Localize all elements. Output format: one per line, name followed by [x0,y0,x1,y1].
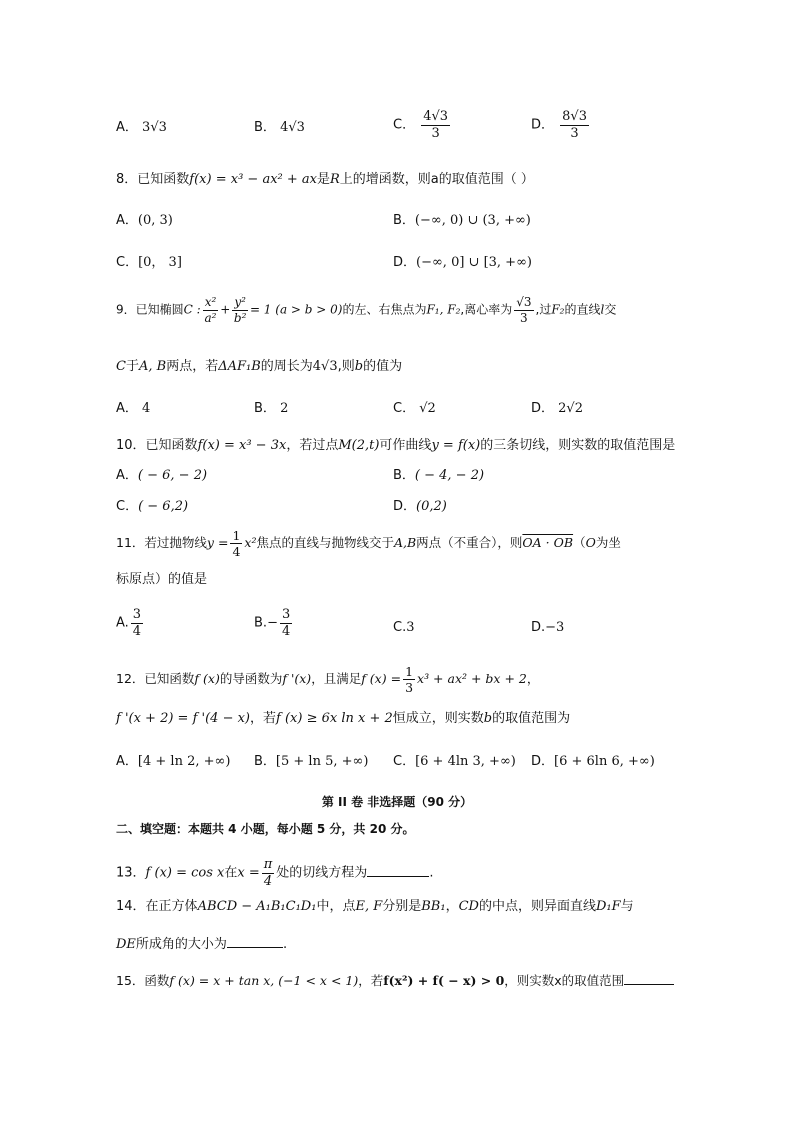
option-label: C． [393,401,416,416]
q9-option-d [531,402,583,415]
option-label: A． [116,120,138,135]
q8-option-b [393,214,531,227]
q9-stem-line1 [116,296,616,324]
formula: F₁, F₂ [426,302,461,317]
fraction-denominator: 4 [281,623,291,639]
fraction [262,858,275,888]
text: 的周长为 [260,359,313,374]
text: 处的切线方程为 [276,865,368,881]
q7-option-d [531,110,591,140]
q9-option-b [254,402,288,415]
fraction [560,110,589,140]
q11-option-d [531,621,564,634]
text: 为坐 [595,535,621,551]
formula: E, F [355,899,383,914]
q13-stem [116,858,433,888]
formula: M(2,t) [338,438,380,453]
formula: f (x) = x + tan x, (−1 < x < 1) [169,973,359,988]
formula: D₁F [595,899,621,914]
fraction-numerator: √3 [516,295,532,309]
formula: f '(x + 2) = f '(4 − x) [116,711,250,726]
option-label: C. [393,620,407,635]
question-number: 13． [116,865,146,881]
operator: + [220,302,231,317]
q10-option-a [116,469,207,482]
question-number: 14． [116,899,146,914]
text: 分别是 [382,899,422,914]
formula: y = f(x) [431,438,481,453]
formula: BB₁ [421,899,446,914]
option-label: D． [531,754,555,769]
fraction-numerator: 1 [232,528,241,543]
option-label: D． [393,499,417,514]
q11-option-b [254,608,294,638]
text: 交 [604,302,617,317]
formula: DE [116,937,136,952]
text: 恒成立，则实数 [392,711,484,726]
option-value: ( − 4, − 2) [414,468,485,483]
option-label: B． [254,401,276,416]
option-label: B． [254,754,276,769]
formula: f(x) = x³ − 3x [197,438,287,453]
text: 已知椭圆 [135,302,184,317]
text: ,则 [337,359,355,374]
fraction-numerator: π [263,857,273,872]
fraction [131,608,143,638]
answer-blank[interactable] [227,947,283,948]
text: 所成角的大小为 [135,937,227,952]
fraction [203,296,219,324]
option-value: 3 [406,620,415,635]
q12-stem-line1 [116,665,539,694]
fraction [232,296,248,324]
fraction-denominator: 4 [132,623,142,639]
text: （ [573,535,586,551]
text: 若过抛物线 [144,535,207,551]
text: 的直线 [564,302,601,317]
option-value: [4 + ln 2, +∞) [137,754,231,769]
option-value: [6 + 4ln 3, +∞) [415,754,516,769]
option-value: 4 [142,401,151,416]
fraction-numerator: 8√3 [562,109,587,124]
fraction-denominator: 3 [405,680,414,696]
text: 中，点 [316,899,356,914]
formula: f (x) = cos x [145,865,225,881]
text: 两点（不重合），则 [416,535,523,551]
text: 的左、右焦点为 [342,302,427,317]
formula: A, B [138,359,167,374]
text: 在 [224,865,238,881]
fraction-denominator: 4 [232,544,241,560]
q10-option-c [116,500,188,513]
option-label: A． [116,213,138,228]
option-label: A． [116,754,138,769]
fraction-denominator: 3 [520,310,528,325]
q14-stem-line1 [116,900,634,913]
option-value: [5 + ln 5, +∞) [275,754,369,769]
q8-option-a [116,214,173,227]
answer-blank[interactable] [624,984,674,985]
fraction-denominator: a² [204,310,217,325]
q9-option-a [116,402,150,415]
option-label: D． [531,117,555,133]
section-heading: 二、填空题：本题共 4 小题，每小题 5 分，共 20 分。 [116,822,415,836]
option-label: B. [254,615,268,631]
formula: 4√3 [312,359,338,374]
q12-option-a [116,755,230,768]
text: 的中点，则异面直线 [478,899,596,914]
option-value: (0, 3) [137,213,173,228]
formula: f '(x) [282,671,312,687]
text: 在正方体 [145,899,198,914]
text: 上的增函数，则a的取值范围（ ） [339,172,534,187]
q11-option-c [393,621,415,634]
variable: R [330,172,340,187]
q8-stem [116,173,534,186]
fraction-denominator: 4 [263,873,273,889]
q15-stem [116,975,674,988]
formula: f (x) ≥ 6x ln x + 2 [276,711,393,726]
variable: b [483,711,493,726]
text: ， [526,671,540,687]
q9-stem-line2 [116,360,402,373]
question-number: 12． [116,671,145,687]
q12-stem-line2 [116,712,570,725]
variable: b [354,359,364,374]
q9-option-c [393,402,436,415]
answer-blank[interactable] [367,876,429,877]
option-label: C． [393,754,416,769]
text: 是 [316,172,330,187]
fraction [421,110,450,140]
fraction-numerator: 4√3 [423,109,449,124]
text: ， [445,899,459,914]
option-label: A. [116,615,129,631]
text: 标原点）的值是 [116,572,208,587]
question-number: 15． [116,973,145,988]
q11-option-a [116,608,145,638]
fraction [514,296,533,324]
option-label: C． [116,499,139,514]
option-value: ( − 6, − 2) [137,468,208,483]
q7-option-b [254,121,305,134]
option-label: A． [116,468,138,483]
q7-option-c [393,110,452,140]
question-number: 10． [116,438,146,453]
variable: C [116,359,126,374]
formula: CD [458,899,479,914]
option-value: ( − 6,2) [138,499,189,514]
minus-sign: − [267,615,278,631]
fraction-denominator: 3 [431,125,440,141]
text: 已知函数 [137,172,190,187]
option-label: B． [393,213,415,228]
q7-option-a [116,121,167,134]
option-value: [0， 3] [138,255,182,270]
fraction [403,665,415,694]
q10-option-d [393,500,447,513]
question-number: 11． [116,535,145,551]
section-title: 第 II 卷 非选择题（90 分） [321,795,473,809]
q11-stem-line1 [116,529,621,558]
option-value: √2 [419,401,436,416]
option-label: D. [531,620,546,635]
option-value: (−∞, 0] ∪ [3, +∞) [416,255,532,270]
fraction-numerator: 3 [281,607,291,622]
option-label: A． [116,401,138,416]
fraction-denominator: b² [233,310,247,325]
fraction [280,608,292,638]
option-value: 2√2 [558,401,583,416]
text: . [282,937,288,952]
text: 与 [620,899,634,914]
q8-option-c [116,256,182,269]
text: 已知函数 [145,438,198,453]
formula: f (x) = [361,671,402,687]
text: 可作曲线 [379,438,432,453]
text: ，则实数x的取值范围 [504,973,625,988]
option-value: 4√3 [280,120,305,135]
text: 于 [125,359,139,374]
formula: f(x²) + f( − x) > 0 [383,973,505,988]
formula: f(x) = x³ − ax² + ax [189,172,317,187]
option-value: 3√3 [142,120,167,135]
vector-product: OA · OB [522,535,574,551]
variable: l [600,302,605,317]
question-number: 8． [116,172,138,187]
text: ，若过点 [286,438,339,453]
q14-stem-line2 [116,938,287,951]
fraction-numerator: 1 [405,664,414,679]
option-label: C． [393,117,416,133]
fraction-denominator: 3 [570,125,579,141]
option-label: D． [531,401,555,416]
formula: ABCD − A₁B₁C₁D₁ [197,899,317,914]
text: 已知函数 [144,671,195,687]
variable: F₂ [551,302,565,317]
option-label: D． [393,255,417,270]
formula: = 1 (a > b > 0) [249,302,343,317]
fraction-numerator: x² [204,295,217,309]
text: . [429,865,434,881]
option-label: B． [393,468,415,483]
text: ，若 [250,711,277,726]
formula: f (x) [194,671,220,687]
q10-stem [116,439,675,452]
q10-option-b [393,469,484,482]
fraction-numerator: y² [234,295,246,309]
question-number: 9． [116,302,136,317]
formula: x² [244,535,257,551]
formula: x³ + ax² + bx + 2 [417,671,527,687]
q12-option-d [531,755,655,768]
option-value: −3 [545,620,565,635]
option-value: [6 + 6ln 6, +∞) [554,754,655,769]
option-value: (0,2) [416,499,447,514]
fraction [230,529,242,558]
text: 函数 [144,973,170,988]
formula: A,B [393,535,417,551]
option-label: C． [116,255,139,270]
text: ,过 [535,302,552,317]
q11-stem-line2 [116,573,207,586]
variable: C : [183,302,201,317]
text: ，若 [358,973,384,988]
text: ，且满足 [311,671,362,687]
text: 的值为 [363,359,403,374]
text: 的三条切线，则实数的取值范围是 [480,438,676,453]
formula: y = [206,535,229,551]
text: 焦点的直线与抛物线交于 [256,535,394,551]
option-value: (−∞, 0) ∪ (3, +∞) [414,213,531,228]
q8-option-d [393,256,532,269]
fraction-numerator: 3 [132,607,142,622]
q12-option-b [254,755,368,768]
option-label: B． [254,120,276,135]
text: 的导函数为 [219,671,283,687]
text: 的取值范围为 [492,711,571,726]
text: ,离心率为 [460,302,513,317]
text: 两点，若 [166,359,219,374]
formula: x = [237,865,260,881]
formula: ΔAF₁B [218,359,261,374]
q12-option-c [393,755,516,768]
variable: O [585,535,596,551]
option-value: 2 [280,401,289,416]
